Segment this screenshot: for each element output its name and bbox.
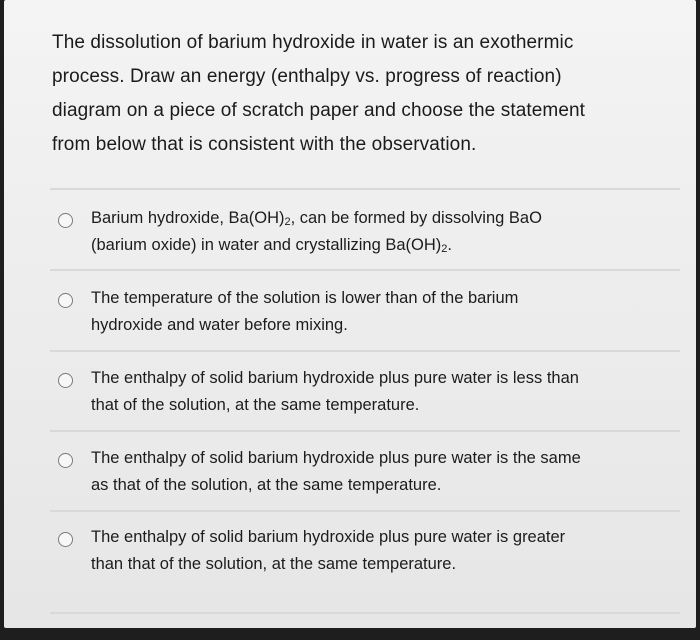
- answer-option-line: The temperature of the solution is lower than of the barium: [91, 289, 519, 307]
- text-segment: , can be formed by dissolving BaO: [290, 209, 542, 227]
- divider: [50, 510, 680, 512]
- answer-option-text: [91, 365, 681, 419]
- answer-option-text: [91, 445, 681, 499]
- radio-button[interactable]: [58, 293, 73, 308]
- question-line: diagram on a piece of scratch paper and choose the statement: [52, 100, 586, 121]
- answer-option-text: [91, 205, 681, 259]
- radio-button[interactable]: [58, 532, 73, 547]
- answer-option-line: The enthalpy of solid barium hydroxide plus pure water is less than: [91, 369, 579, 387]
- radio-button[interactable]: [58, 213, 73, 228]
- subscript: 2: [284, 216, 291, 228]
- answer-option-line: than that of the solution, at the same temperature.: [91, 555, 457, 573]
- answer-option-4[interactable]: [50, 451, 680, 509]
- divider: [50, 612, 680, 614]
- question-card: [4, 0, 696, 628]
- answer-option-line: [91, 232, 681, 259]
- text-segment: .: [447, 236, 453, 254]
- answer-option-text: [91, 524, 681, 578]
- question-line: process. Draw an energy (enthalpy vs. progress of reaction): [52, 66, 562, 87]
- answer-option-5[interactable]: [50, 530, 680, 588]
- answer-option-line: as that of the solution, at the same temperature.: [91, 476, 442, 494]
- divider: [50, 269, 680, 271]
- text-segment: (barium oxide) in water and crystallizing Ba(OH): [91, 236, 442, 254]
- answer-option-line: hydroxide and water before mixing.: [91, 316, 348, 334]
- answer-option-line: that of the solution, at the same temperature.: [91, 396, 420, 414]
- divider: [50, 188, 680, 190]
- question-text: [52, 26, 682, 162]
- question-line: from below that is consistent with the observation.: [52, 134, 477, 155]
- answer-option-line: The enthalpy of solid barium hydroxide plus pure water is greater: [91, 528, 566, 546]
- radio-button[interactable]: [58, 453, 73, 468]
- answer-option-2[interactable]: [50, 291, 680, 349]
- answer-option-line: [91, 205, 681, 232]
- answer-option-1[interactable]: [50, 211, 680, 269]
- text-segment: Barium hydroxide, Ba(OH): [91, 209, 285, 227]
- question-line: The dissolution of barium hydroxide in water is an exothermic: [52, 32, 574, 53]
- answer-option-text: [91, 285, 681, 339]
- divider: [50, 350, 680, 352]
- answer-option-line: The enthalpy of solid barium hydroxide plus pure water is the same: [91, 449, 581, 467]
- subscript: 2: [441, 243, 448, 255]
- radio-button[interactable]: [58, 373, 73, 388]
- divider: [50, 430, 680, 432]
- answer-option-3[interactable]: [50, 371, 680, 429]
